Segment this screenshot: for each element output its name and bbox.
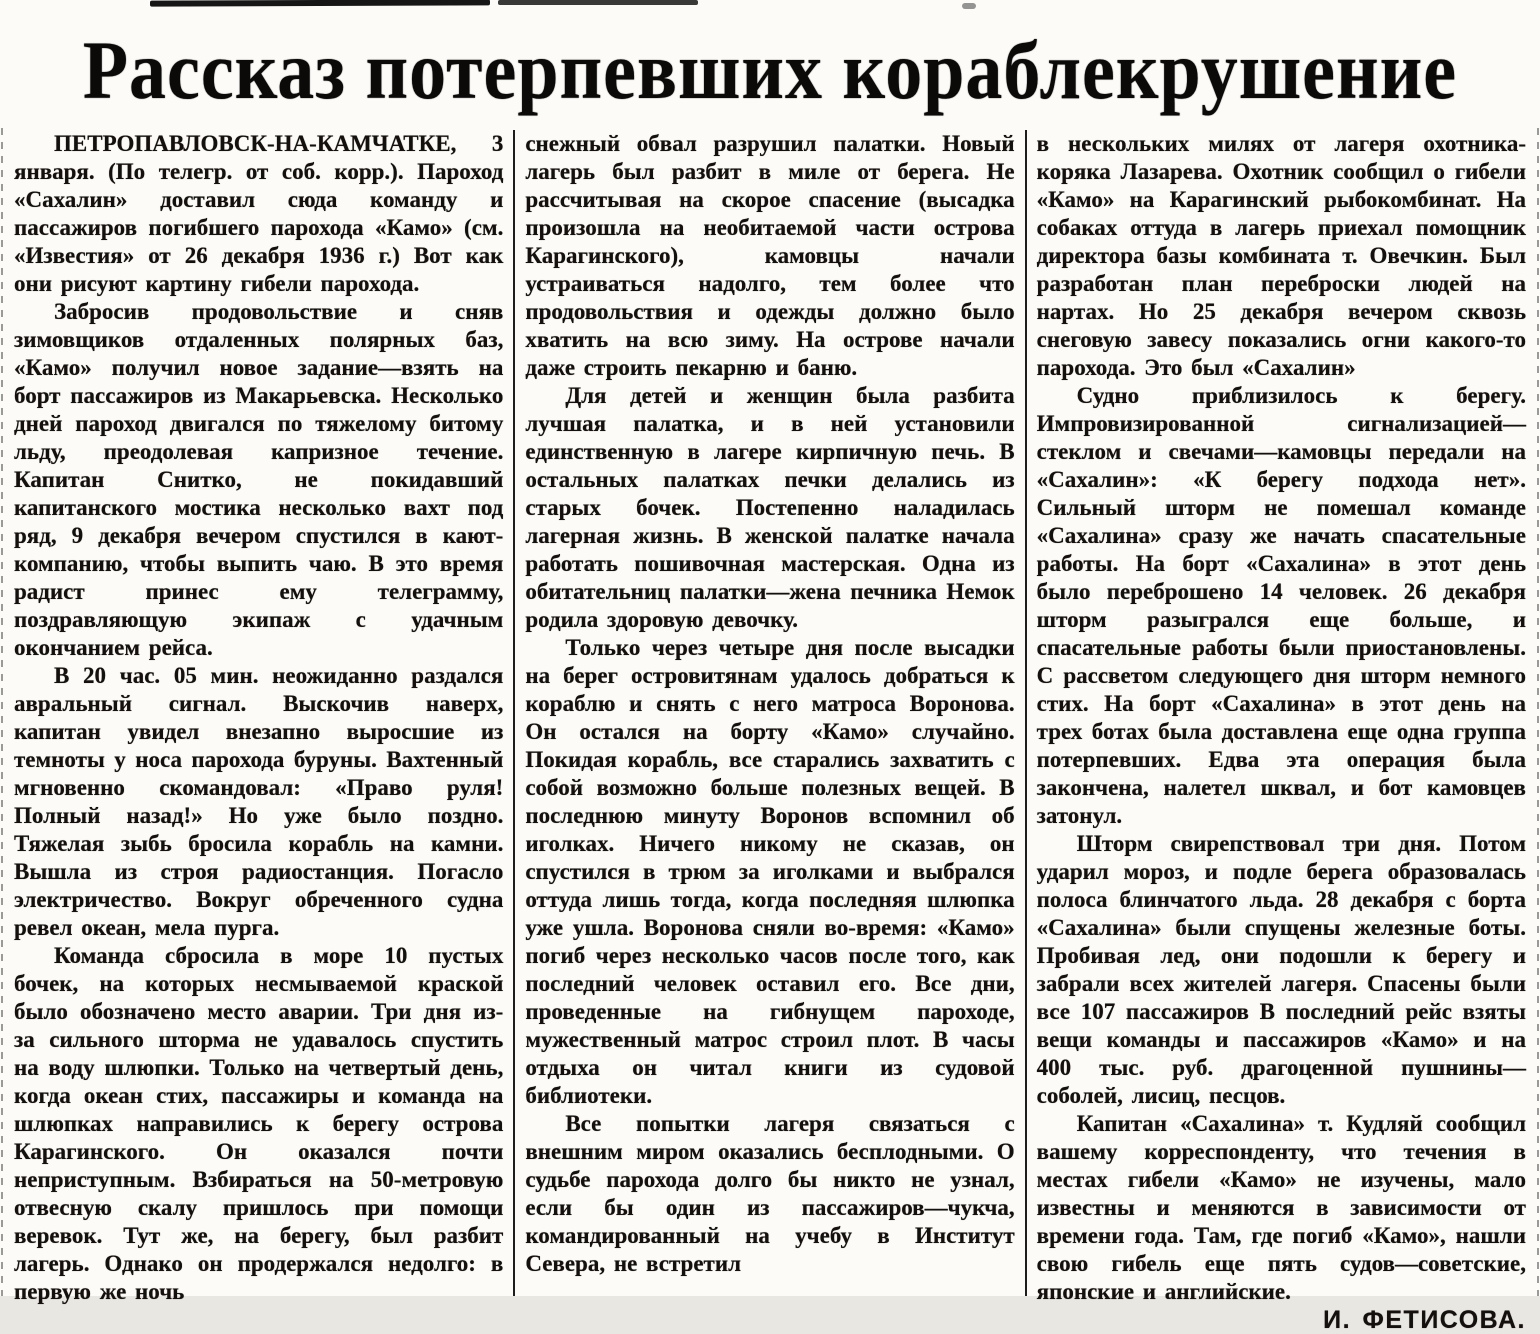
article-paragraph: Для детей и женщин была разбита лучшая палатка, и в ней установили единственную в лагере кирпичную печь. В остальных палатках печки делались из старых бочек. Постепенно наладилась лагерная жизнь. В женской палатке начала работать пошивочная мастерская. Одна из обитательниц палатки—жена печника Немок родила здоровую девочку. xyxy=(525,383,1015,632)
article-paragraph: Все попытки лагеря связаться с внешним миром оказались бесплодными. О судьбе парохода долго бы никто не узнал, если бы один из пассажиров—чукча, командированный на учебу в Институт Севера, не встретил xyxy=(525,1111,1015,1276)
article-paragraph: Команда сбросила в море 10 пустых бочек, на которых несмываемой краской было обозначено место аварии. Три дня из-за сильного шторма не удавалось спустить на воду шлюпки. Только на четвертый день, когда океан стих, пассажиры и команда на шлюпках направились к берегу острова Карагинского. Он оказался почти неприступным. Взбираться на 50-метровую отвесную скалу пришлось при помощи веревок. Тут же, на берегу, был разбит лагерь. Однако он продержался недолго: в первую же ночь xyxy=(14,943,504,1304)
column-3 xyxy=(1027,128,1536,1334)
article-paragraph: Шторм свирепствовал три дня. Потом ударил мороз, и подле берега образовалась полоса блинчатого льда. 28 декабря с борта «Сахалина» были спущены железные боты. Пробивая лед, они подошли к берегу и забрали всех жителей лагеря. Спасены были все 107 пассажиров В последний рейс взяты вещи команды и пассажиров «Камо» и на 400 тыс. руб. драгоценной пушнины—соболей, лисиц, песцов. xyxy=(1036,831,1526,1108)
article-paragraph: В 20 час. 05 мин. неожиданно раздался авральный сигнал. Выскочив наверх, капитан увидел внезапно выросшие из темноты у носа парохода буруны. Вахтенный мгновенно скомандовал: «Право руля! Полный назад!» Но уже было поздно. Тяжелая зыбь бросила корабль на камни. Вышла из строя радиостанция. Погасло электричество. Вокруг обреченного судна ревел океан, мела пурга. xyxy=(14,663,504,940)
article-paragraph: Только через четыре дня после высадки на берег островитянам удалось добраться к кораблю и снять с него матроса Воронова. Он остался на борту «Камо» случайно. Покидая корабль, все старались захватить с собой возможно больше полезных вещей. В последнюю минуту Воронов вспомнил об иголках. Ничего никому не сказав, он спустился в трюм за иголками и выбрался оттуда лишь тогда, когда последняя шлюпка уже ушла. Воронова сняли во-время: «Камо» погиб через несколько часов после того, как последний человек оставил его. Все дни, проведенные на гибнущем пароходе, мужественный матрос строил плот. В часы отдыха он читал книги из судовой библиотеки. xyxy=(525,635,1015,1108)
article-paragraph-text: Капитан «Сахалина» т. Кудляй сообщил вашему корреспонденту, что течения в местах гибели «Камо» не изучены, мало известны и меняются в зависимости от времени года. Там, где погиб «Камо», нашли свою гибель еще пять судов—советские, японские и английские. xyxy=(1036,1111,1526,1304)
article-paragraph: Забросив продовольствие и сняв зимовщиков отдаленных полярных баз, «Камо» получил новое задание—взять на борт пассажиров из Макарьевска. Несколько дней пароход двигался по тяжелому битому льду, преодолевая капризное течение. Капитан Снитко, не покидавший капитанского мостика несколько вахт под ряд, 9 декабря вечером спустился в кают-компанию, чтобы выпить чаю. В это время радист принес ему телеграмму, поздравляющую экипаж с удачным окончанием рейса. xyxy=(14,299,504,660)
scan-artifact-speck xyxy=(962,3,976,9)
article-paragraph-dateline: ПЕТРОПАВЛОВСК-НА-КАМЧАТКЕ, 3 января. (По телегр. от соб. корр.). Пароход «Сахалин» доставил сюда команду и пассажиров погибшего парохода «Камо» (см. «Известия» от 26 декабря 1936 г.) Вот как они рисуют картину гибели парохода. xyxy=(14,131,504,296)
scan-artifact-top-bar-2 xyxy=(498,0,698,5)
column-1 xyxy=(4,128,513,1304)
article-paragraph: Судно приблизилось к берегу. Импровизированной сигнализацией—стеклом и свечами—камовцы передали на «Сахалин»: «К берегу подхода нет». Сильный шторм не помешал команде «Сахалина» сразу же начать спасательные работы. На борт «Сахалина» в этот день было переброшено 14 человек. 26 декабря шторм разыгрался еще больше, и спасательные работы были приостановлены. С рассветом следующего дня шторм немного стих. На борт «Сахалина» в этот день на трех ботах была доставлена еще одна группа потерпевших. Едва эта операция была закончена, налетел шквал, и бот камовцев затонул. xyxy=(1036,383,1526,828)
article-headline: Рассказ потерпевших кораблекрушение xyxy=(82,25,1458,117)
right-edge-rule xyxy=(1537,128,1539,1296)
scan-artifact-top-bar xyxy=(150,0,490,7)
byline: И. ФЕТИСОВА. xyxy=(1323,1306,1526,1334)
left-edge-rule xyxy=(1,128,3,1296)
article-paragraph-continuation: в нескольких милях от лагеря охотника-коряка Лазарева. Охотник сообщил о гибели «Камо» на Карагинский рыбокомбинат. На собаках оттуда в лагерь приехал помощник директора базы комбината т. Овечкин. Был разработан план переброски людей на нартах. Но 25 декабря вечером сквозь снеговую завесу показались огни какого-то парохода. Это был «Сахалин» xyxy=(1036,131,1526,380)
column-2 xyxy=(515,128,1024,1296)
article-paragraph-last xyxy=(1036,1110,1526,1334)
article-paragraph-continuation: снежный обвал разрушил палатки. Новый лагерь был разбит в миле от берега. Не рассчитывая на скорое спасение (высадка произошла на необитаемой части острова Карагинского), камовцы начали устраиваться надолго, тем более что продовольствия и одежды должно было хватить на всю зиму. На острове начали даже строить пекарню и баню. xyxy=(525,131,1015,380)
article-body xyxy=(4,128,1536,1334)
